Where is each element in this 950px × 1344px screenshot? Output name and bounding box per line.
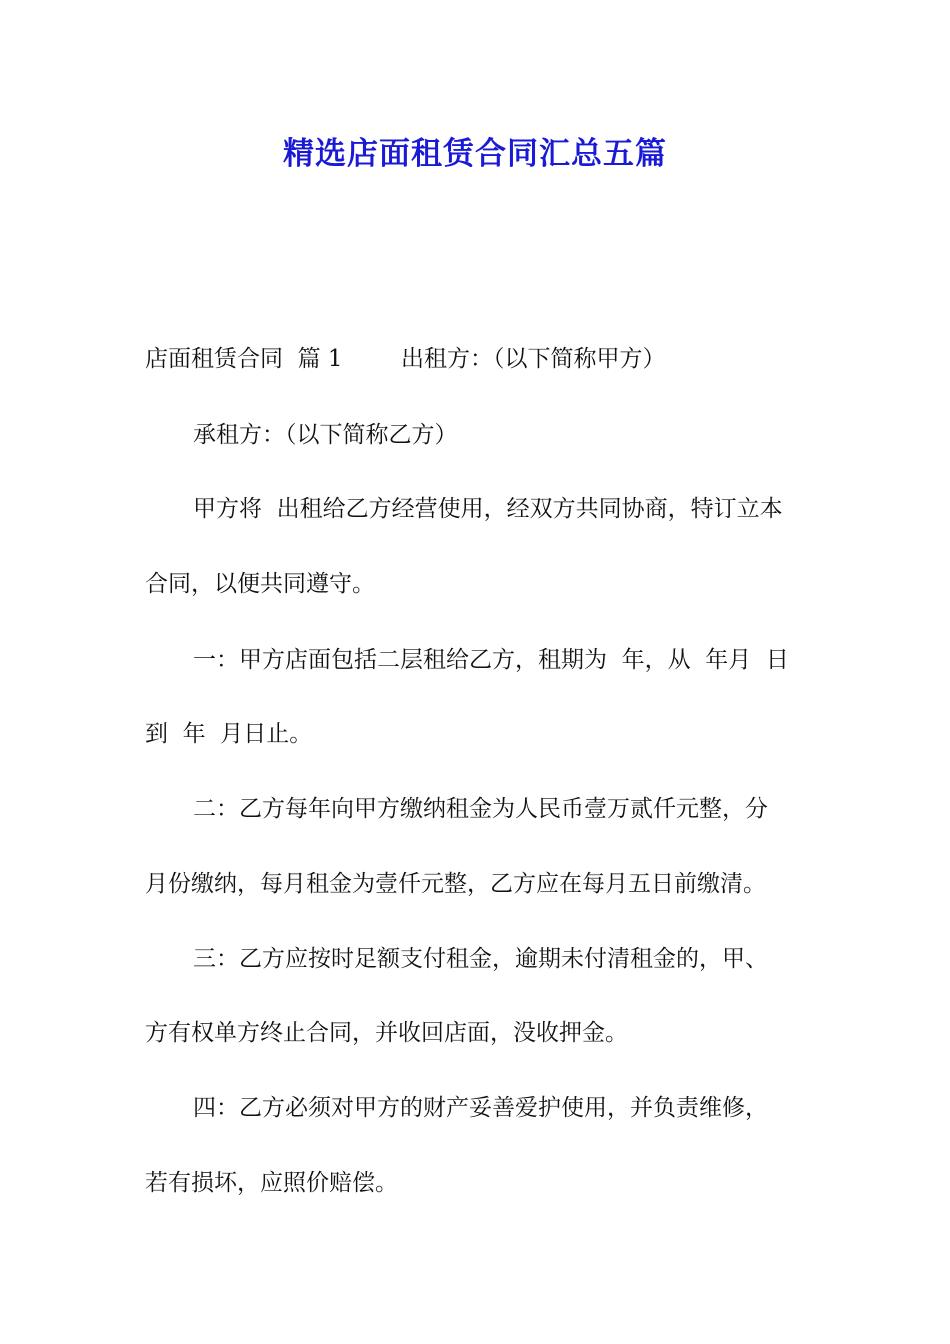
document-title: 精选店面租赁合同汇总五篇	[283, 136, 667, 172]
clause-4-line: 四：乙方必须对甲方的财产妥善爱护使用，并负责维修，	[193, 1095, 768, 1121]
clause-1-line: 一：甲方店面包括二层租给乙方，租期为 年，从 年月 日	[193, 647, 789, 673]
clause-2-line: 二：乙方每年向甲方缴纳租金为人民币壹万贰仟元整，分	[193, 796, 768, 822]
clause-3-line: 三：乙方应按时足额支付租金，逾期未付清租金的，甲、	[193, 946, 768, 972]
paragraph-line-lessee: 承租方：（以下简称乙方）	[193, 422, 458, 448]
clause-2-line: 月份缴纳，每月租金为壹仟元整，乙方应在每月五日前缴清。	[145, 871, 766, 897]
clause-1-line: 到 年 月日止。	[145, 721, 313, 747]
paragraph-line: 合同，以便共同遵守。	[145, 571, 375, 597]
paragraph-line: 甲方将 出租给乙方经营使用，经双方共同协商，特订立本	[193, 496, 783, 522]
clause-3-line: 方有权单方终止合同，并收回店面，没收押金。	[145, 1020, 628, 1046]
clause-4-line: 若有损坏，应照价赔偿。	[145, 1170, 398, 1196]
heading-line-section-1: 店面租赁合同 篇 1 出租方：（以下简称甲方）	[145, 346, 666, 372]
